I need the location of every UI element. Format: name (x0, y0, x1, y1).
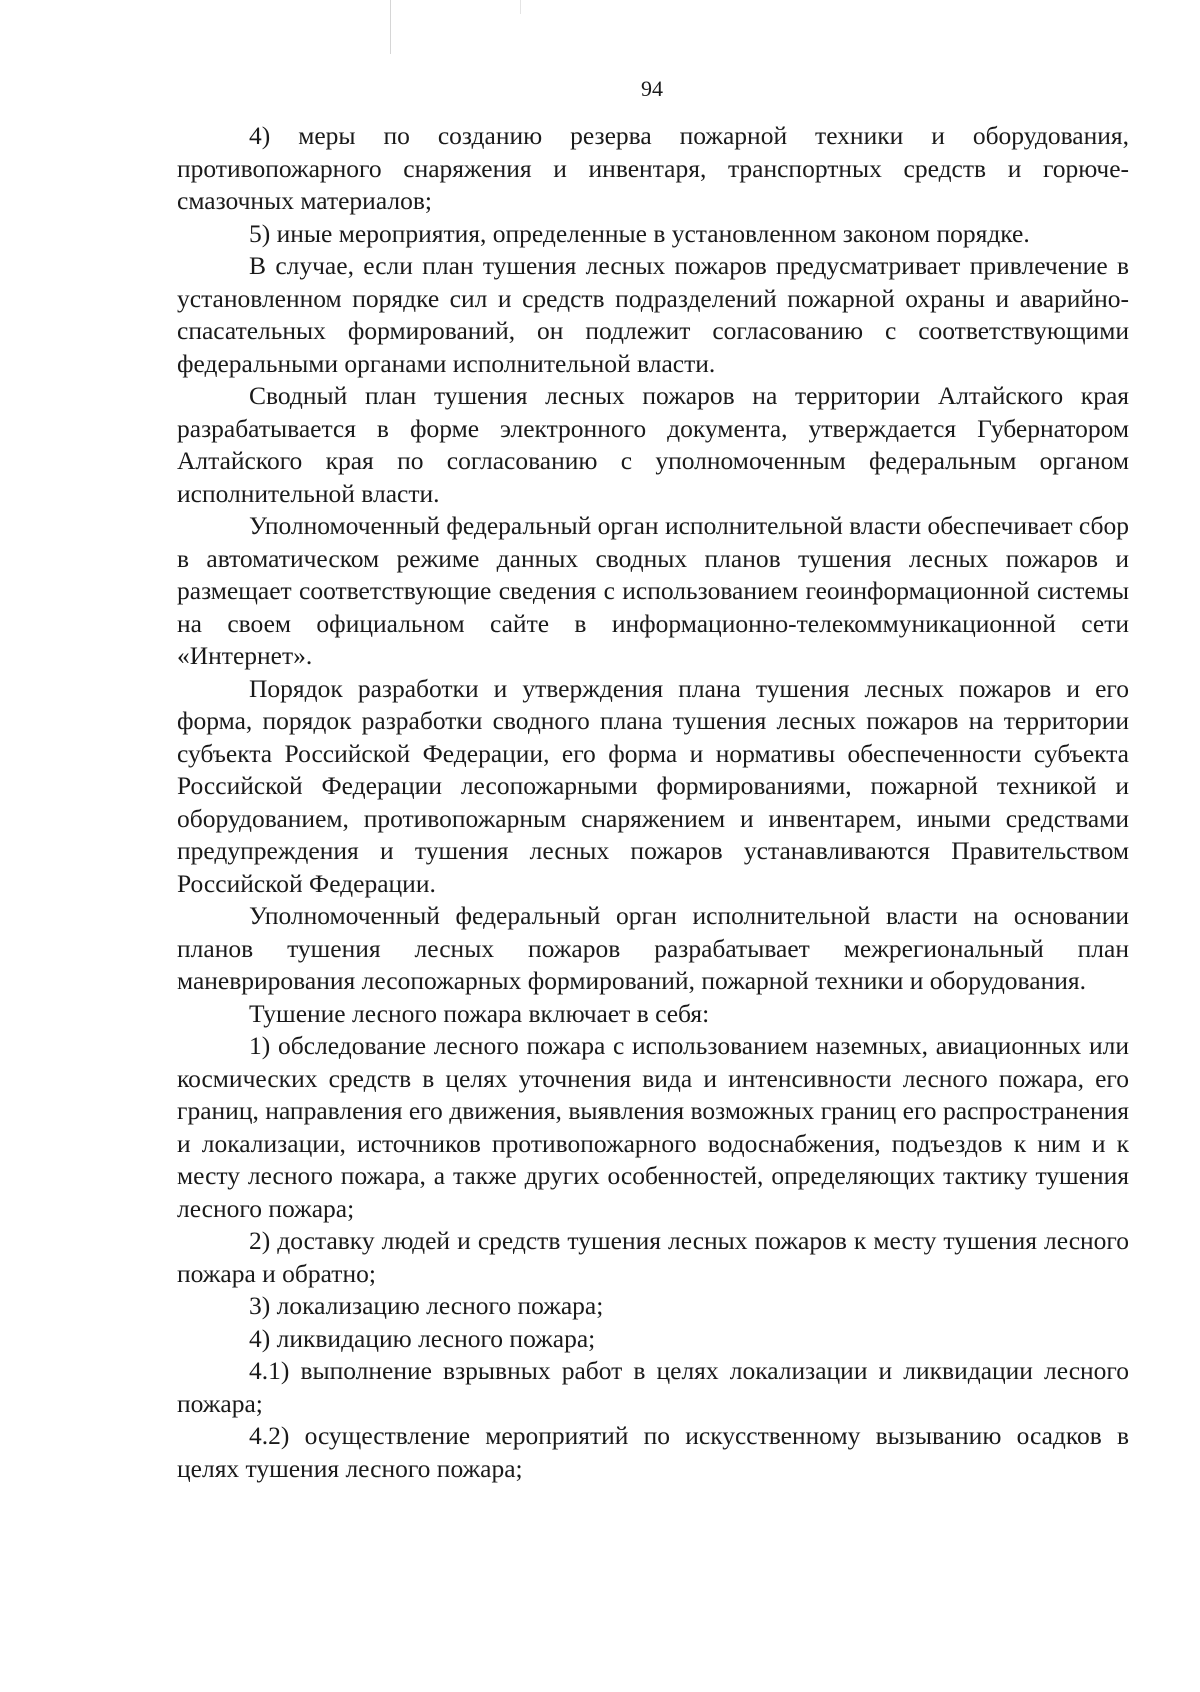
document-body (177, 120, 1129, 1485)
list-item-4-liquidation: 4) ликвидацию лесного пожара; (249, 1323, 596, 1353)
page-number: 94 (641, 76, 663, 101)
paragraph-interregional-plan: Уполномоченный федеральный орган исполнительной власти на основании планов тушения лесных пожаров разрабатывает межрегиональный план маневрирования лесопожарных формирований, пожарной техники и оборудования. (177, 901, 1129, 995)
scan-artifact-line (390, 0, 391, 54)
paragraph-procedure: Порядок разработки и утверждения плана тушения лесных пожаров и его форма, порядок разработки сводного плана тушения лесных пожаров на территории субъекта Российской Федерации, его форма и нормативы обеспеченности субъекта Российской Федерации лесопожарными формированиями, пожарной техникой и оборудованием, противопожарным снаряжением и инвентарем, иными средствами предупреждения и тушения лесных пожаров устанавливаются Правительством Российской Федерации. (177, 673, 1129, 898)
paragraph-extinguishing-includes: Тушение лесного пожара включает в себя: (249, 998, 710, 1028)
list-item-3-localization: 3) локализацию лесного пожара; (249, 1291, 604, 1320)
paragraph-item-4-measures: 4) меры по созданию резерва пожарной техники и оборудования, противопожарного снаряжения и инвентаря, транспортных средств и горюче-смазочных материалов; (177, 121, 1129, 215)
list-item-2-delivery: 2) доставку людей и средств тушения лесных пожаров к месту тушения лесного пожара и обратно; (177, 1226, 1129, 1288)
list-item-1-survey: 1) обследование лесного пожара с использованием наземных, авиационных или космических средств в целях уточнения вида и интенсивности лесного пожара, его границ, направления его движения, выявления возможных границ его распространения и локализации, источников противопожарного водоснабжения, подъездов к ним и к месту лесного пожара, а также других особенностей, определяющих тактику тушения лесного пожара; (177, 1031, 1129, 1223)
list-item-4-2-precipitation: 4.2) осуществление мероприятий по искусственному вызыванию осадков в целях тушения лесного пожара; (177, 1421, 1129, 1483)
paragraph-coordination: В случае, если план тушения лесных пожаров предусматривает привлечение в установленном порядке сил и средств подразделений пожарной охраны и аварийно-спасательных формирований, он подлежит согласованию с соответствующими федеральными органами исполнительной власти. (177, 251, 1129, 378)
paragraph-item-5-other-measures: 5) иные мероприятия, определенные в установленном законом порядке. (249, 218, 1030, 248)
list-item-4-1-blasting: 4.1) выполнение взрывных работ в целях локализации и ликвидации лесного пожара; (177, 1356, 1129, 1418)
paragraph-data-collection: Уполномоченный федеральный орган исполнительной власти обеспечивает сбор в автоматическом режиме данных сводных планов тушения лесных пожаров и размещает соответствующие сведения с использованием геоинформационной системы на своем официальном сайте в информационно-телекоммуникационной сети «Интернет». (177, 511, 1129, 670)
paragraph-consolidated-plan: Сводный план тушения лесных пожаров на территории Алтайского края разрабатывается в форме электронного документа, утверждается Губернатором Алтайского края по согласованию с уполномоченным федеральным органом исполнительной власти. (177, 381, 1129, 508)
scan-artifact-line (520, 0, 521, 14)
